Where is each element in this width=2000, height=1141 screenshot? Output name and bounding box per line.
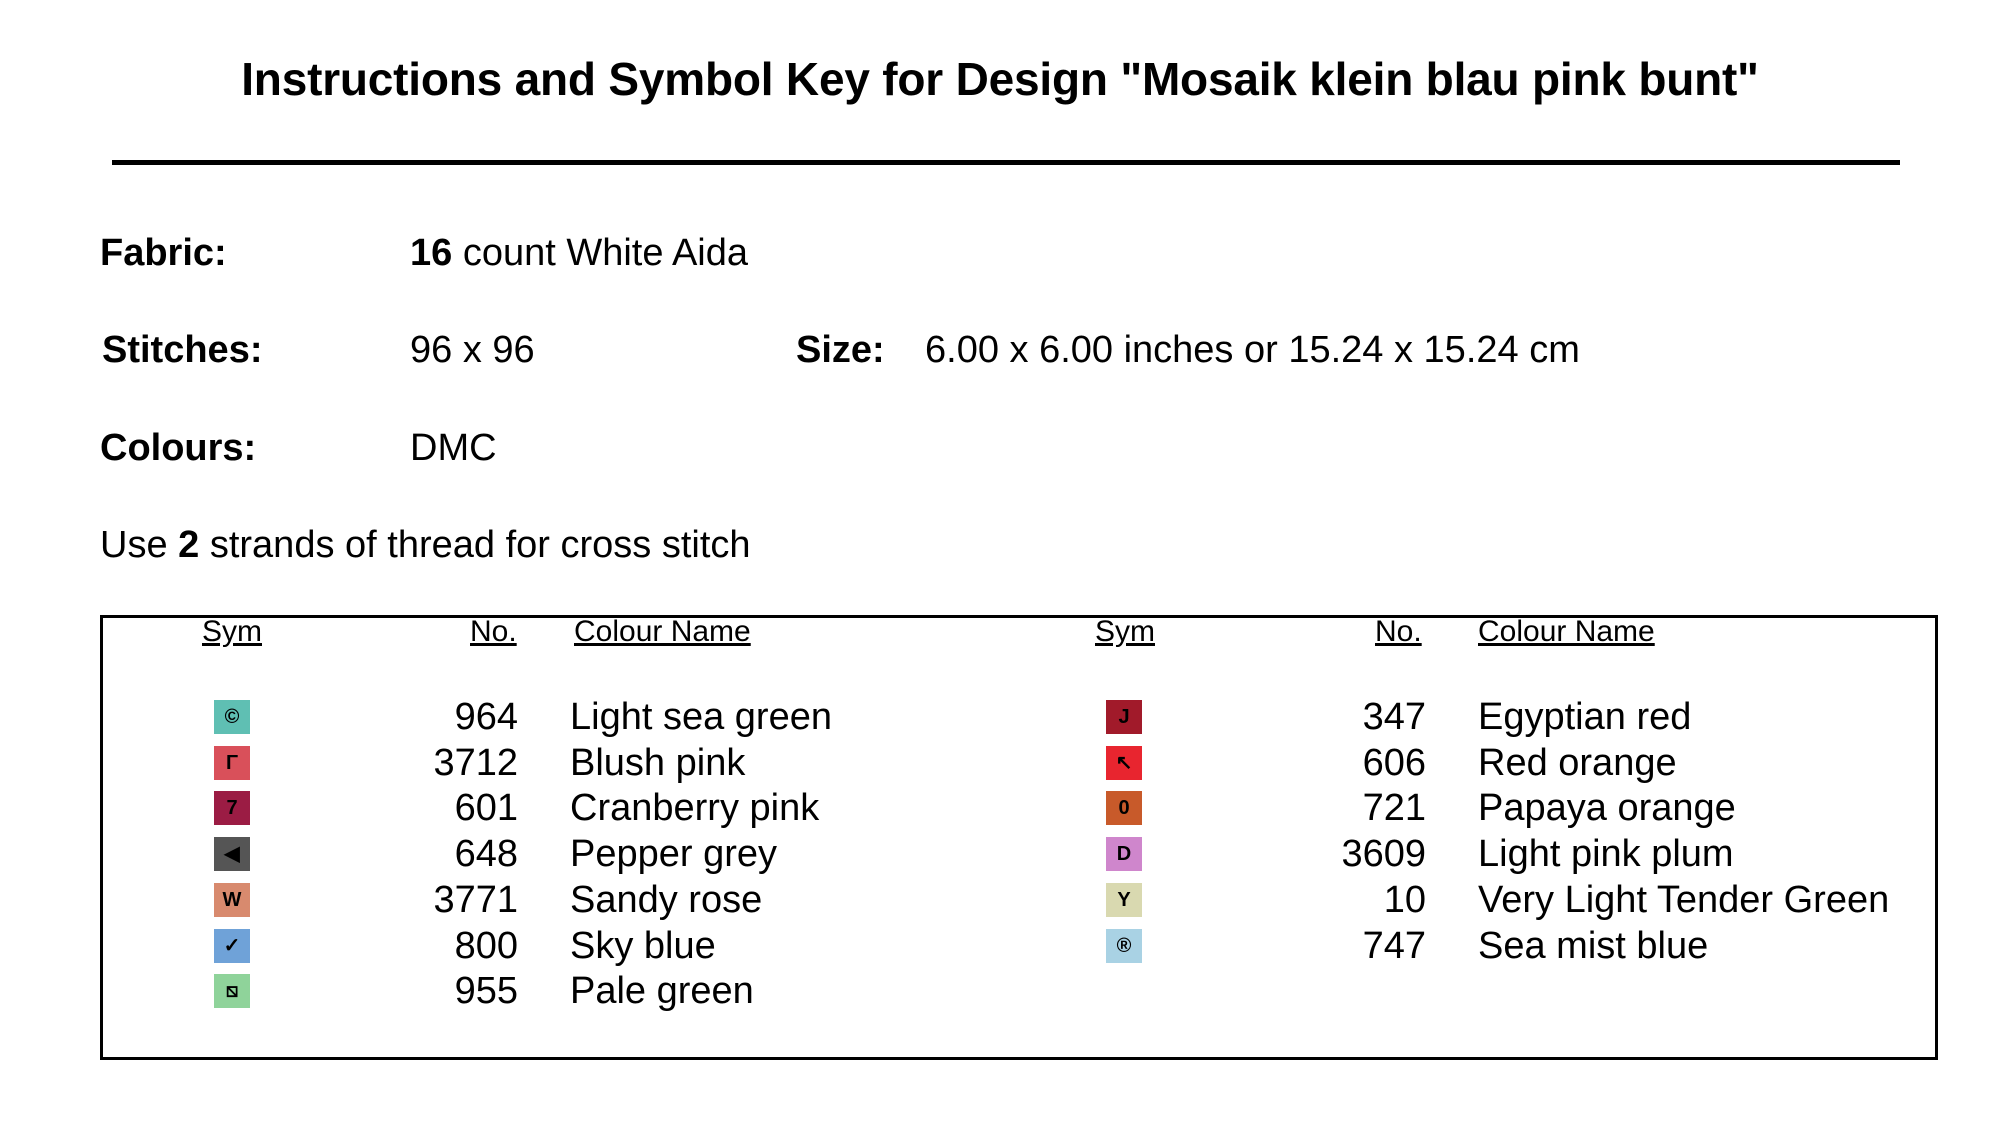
title-divider (112, 160, 1900, 165)
stitches-label: Stitches: (102, 329, 263, 371)
colour-name-egyptian-red: Egyptian red (1478, 696, 1692, 738)
dmc-number: 964 (454, 696, 518, 738)
colour-name-sandy-rose: Sandy rose (570, 879, 763, 921)
header-sym-right: Sym (1095, 615, 1155, 648)
symbol-glyph: Γ (225, 752, 239, 774)
symbol-swatch-648 (214, 837, 250, 871)
dmc-number: 606 (1362, 742, 1426, 784)
symbol-swatch-3712 (214, 746, 250, 780)
dmc-number: 601 (454, 787, 518, 829)
symbol-swatch-606 (1106, 746, 1142, 780)
symbol-glyph: 7 (226, 797, 238, 819)
symbol-glyph: W (222, 889, 242, 911)
fabric-description: count White Aida (452, 232, 749, 274)
header-no-right: No. (1375, 615, 1422, 648)
colour-name-papaya-orange: Papaya orange (1478, 787, 1736, 829)
strands-suffix: strands of thread for cross stitch (199, 524, 751, 566)
strands-count: 2 (178, 524, 200, 566)
size-label: Size: (796, 329, 885, 371)
symbol-glyph: © (224, 706, 240, 728)
stitches-value: 96 x 96 (410, 329, 535, 371)
dmc-number: 3771 (433, 879, 518, 921)
fabric-label: Fabric: (100, 232, 227, 274)
symbol-glyph: ® (1116, 935, 1132, 957)
dmc-number: 747 (1362, 925, 1426, 967)
colour-name-cranberry-pink: Cranberry pink (570, 787, 820, 829)
page-title: Instructions and Symbol Key for Design "Mosaik klein blau pink bunt" (241, 53, 1759, 105)
colour-name-light-sea-green: Light sea green (570, 696, 832, 738)
symbol-swatch-10 (1106, 883, 1142, 917)
colour-name-red-orange: Red orange (1478, 742, 1677, 784)
colour-name-light-pink-plum: Light pink plum (1478, 833, 1734, 875)
header-sym-left: Sym (202, 615, 262, 648)
symbol-glyph: Y (1117, 889, 1131, 911)
symbol-swatch-347 (1106, 700, 1142, 734)
colour-name-pepper-grey: Pepper grey (570, 833, 778, 875)
symbol-glyph: 0 (1118, 797, 1130, 819)
dmc-number: 648 (454, 833, 518, 875)
colour-name-very-light-tender-green: Very Light Tender Green (1478, 879, 1890, 921)
symbol-swatch-955 (214, 974, 250, 1008)
symbol-glyph: ✓ (223, 935, 241, 957)
fabric-value (410, 232, 748, 275)
symbol-glyph: ↖ (1115, 752, 1133, 774)
symbol-swatch-601 (214, 791, 250, 825)
symbol-glyph: ◀ (224, 843, 240, 865)
dmc-number: 3609 (1341, 833, 1426, 875)
symbol-swatch-747 (1106, 929, 1142, 963)
symbol-glyph: J (1118, 706, 1130, 728)
symbol-swatch-3609 (1106, 837, 1142, 871)
size-value: 6.00 x 6.00 inches or 15.24 x 15.24 cm (925, 329, 1580, 371)
dmc-number: 721 (1362, 787, 1426, 829)
dmc-number: 955 (454, 970, 518, 1012)
dmc-number: 3712 (433, 742, 518, 784)
dmc-number: 800 (454, 925, 518, 967)
colour-name-sea-mist-blue: Sea mist blue (1478, 925, 1709, 967)
colour-name-pale-green: Pale green (570, 970, 754, 1012)
header-colour-name-left: Colour Name (574, 615, 751, 648)
symbol-swatch-3771 (214, 883, 250, 917)
colours-value: DMC (410, 427, 497, 469)
symbol-swatch-800 (214, 929, 250, 963)
dmc-number: 347 (1362, 696, 1426, 738)
symbol-glyph: D (1116, 843, 1132, 865)
symbol-swatch-964 (214, 700, 250, 734)
symbol-glyph: ⧅ (225, 980, 239, 1002)
strands-prefix: Use (100, 524, 179, 566)
colours-label: Colours: (100, 427, 257, 469)
symbol-swatch-721 (1106, 791, 1142, 825)
dmc-number: 10 (1383, 879, 1426, 921)
header-colour-name-right: Colour Name (1478, 615, 1655, 648)
colour-name-blush-pink: Blush pink (570, 742, 746, 784)
strands-instruction (100, 524, 751, 567)
colour-name-sky-blue: Sky blue (570, 925, 716, 967)
fabric-count: 16 (410, 232, 453, 274)
header-no-left: No. (470, 615, 517, 648)
